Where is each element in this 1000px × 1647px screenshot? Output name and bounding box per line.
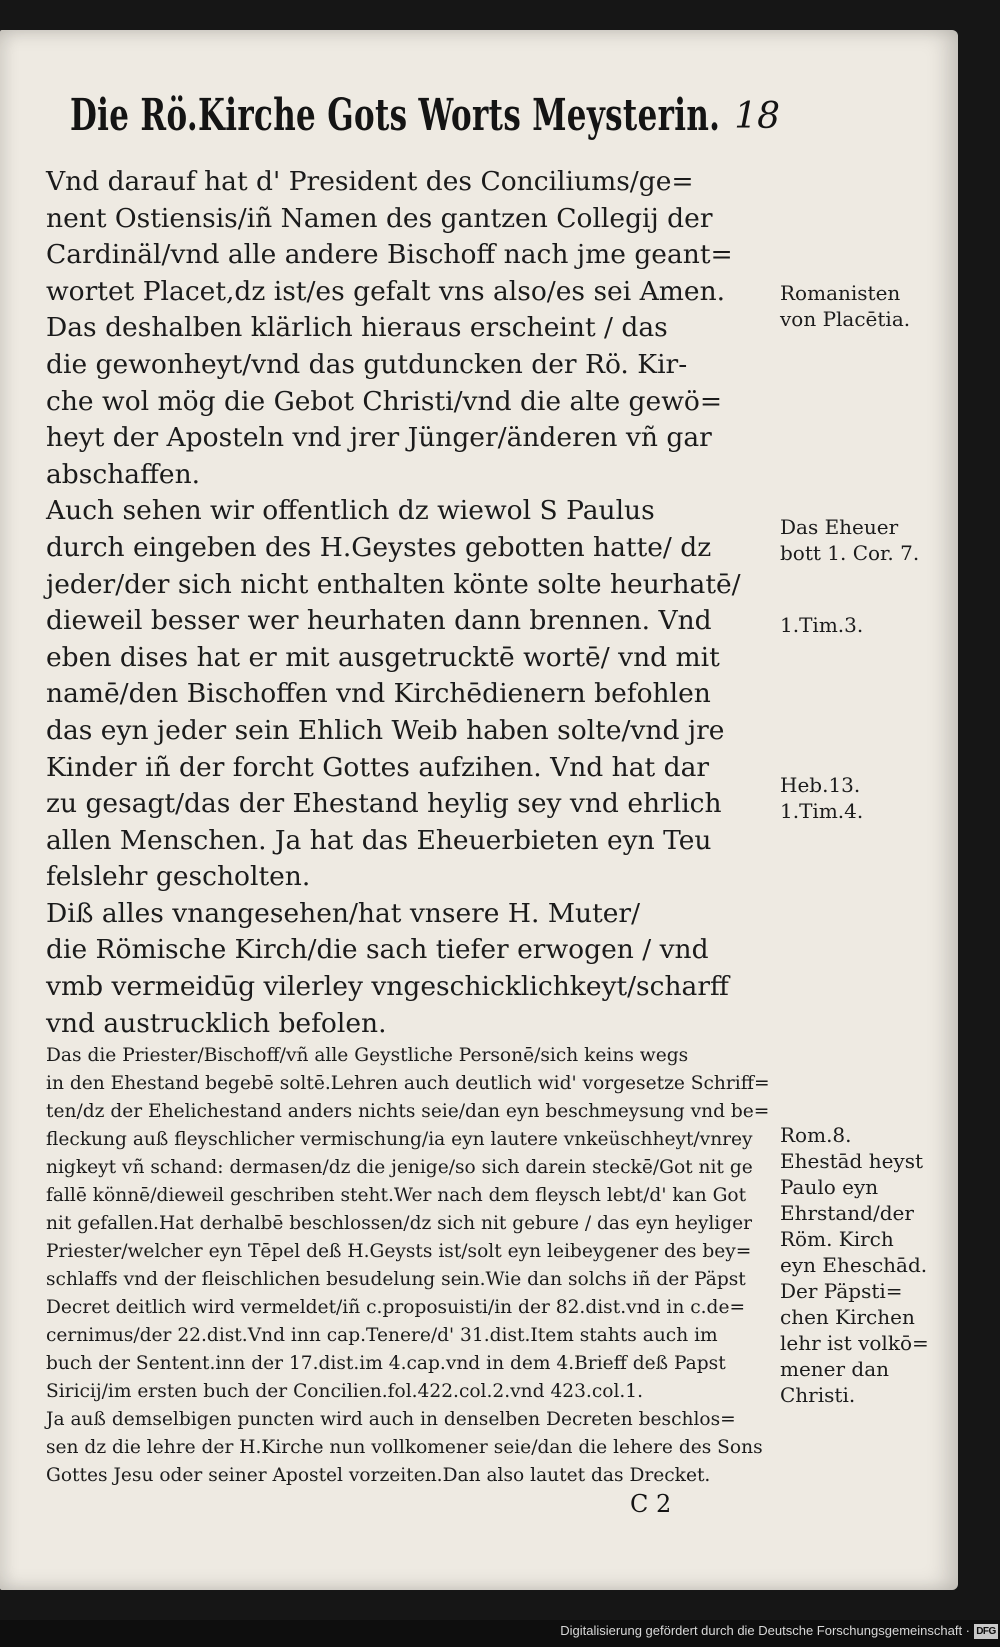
text-line: nent Ostiensis/iñ Namen des gantzen Collegij der bbox=[46, 202, 713, 234]
text-line: Ja auß demselbigen puncten wird auch in denselben Decreten beschlos= bbox=[46, 1409, 736, 1431]
text-line: Diß alles vnangesehen/hat vnsere H. Muter/ bbox=[46, 897, 640, 929]
dfg-logo-icon: DFG bbox=[974, 1624, 998, 1639]
text-line: Priester/welcher eyn Tēpel deß H.Geysts ist/solt eyn leibeygener des bey= bbox=[46, 1241, 752, 1263]
text-line: zu gesagt/das der Ehestand heylig sey vnd ehrlich bbox=[46, 788, 722, 820]
marginal-line: lehr ist volkō= bbox=[780, 1331, 929, 1355]
text-line: vmb vermeidūg vilerley vngeschicklichkeyt/scharff bbox=[46, 971, 729, 1003]
text-line: vnd austrucklich befolen. bbox=[46, 1007, 387, 1039]
book-page bbox=[0, 30, 958, 1590]
text-line: buch der Sentent.inn der 17.dist.im 4.cap.vnd in dem 4.Brieff deß Papst bbox=[46, 1353, 726, 1375]
text-line: fleckung auß fleyschlicher vermischung/ia eyn lautere vnkeüschheyt/vnrey bbox=[46, 1129, 753, 1151]
marginal-line: Der Päpsti= bbox=[780, 1279, 903, 1303]
paragraph-6-small bbox=[46, 1406, 772, 1490]
text-line: fallē könnē/dieweil geschriben steht.Wer nach dem fleysch lebt/d' kan Got bbox=[46, 1185, 747, 1207]
paragraph-4 bbox=[46, 896, 772, 1042]
text-line: Das die Priester/Bischoff/vñ alle Geystliche Personē/sich keins wegs bbox=[46, 1045, 689, 1067]
text-line: nit gefallen.Hat derhalbē beschlossen/dz sich nit gebure / das eyn heyliger bbox=[46, 1213, 753, 1235]
text-line: das eyn jeder sein Ehlich Weib haben solte/vnd jre bbox=[46, 714, 725, 746]
text-line: die Römische Kirch/die sach tiefer erwogen / vnd bbox=[46, 934, 709, 966]
text-line: abschaffen. bbox=[46, 458, 201, 490]
signature-mark: C 2 bbox=[630, 1490, 672, 1518]
marginal-note-romanisten bbox=[780, 280, 940, 332]
text-line: Das deshalben klärlich hieraus erscheint / das bbox=[46, 312, 668, 344]
text-line: sen dz die lehre der H.Kirche nun vollkomener seie/dan die lehere des Sons bbox=[46, 1437, 763, 1459]
text-line: ten/dz der Ehelichestand anders nichts seie/dan eyn beschmeysung vnd be= bbox=[46, 1101, 770, 1123]
marginal-note-heb13 bbox=[780, 772, 940, 824]
marginal-line: Heb.13. bbox=[780, 773, 861, 797]
text-line: Decret deitlich wird vermeldet/iñ c.proposuisti/in der 82.dist.vnd in c.de= bbox=[46, 1297, 746, 1319]
text-line: Gottes Jesu oder seiner Apostel vorzeiten.Dan also lautet das Drecket. bbox=[46, 1465, 711, 1487]
paragraph-2 bbox=[46, 310, 772, 493]
marginal-line: bott 1. Cor. 7. bbox=[780, 541, 920, 565]
text-line: eben dises hat er mit ausgetrucktē wortē/ vnd mit bbox=[46, 641, 720, 673]
text-line: jeder/der sich nicht enthalten könte solte heurhatē/ bbox=[46, 568, 741, 600]
marginal-line: mener dan bbox=[780, 1357, 890, 1381]
text-line: heyt der Aposteln vnd jrer Jünger/änderen vñ gar bbox=[46, 422, 712, 454]
footer-bar bbox=[0, 1620, 1000, 1647]
text-line: schlaffs vnd der fleischlichen besudelung sein.Wie dan solchs iñ der Päpst bbox=[46, 1269, 746, 1291]
marginal-line: Röm. Kirch bbox=[780, 1227, 894, 1251]
marginal-line: Christi. bbox=[780, 1383, 856, 1407]
text-line: Vnd darauf hat d' President des Conciliums/ge= bbox=[46, 166, 694, 197]
text-line: Siricij/im ersten buch der Concilien.fol.422.col.2.vnd 423.col.1. bbox=[46, 1381, 644, 1403]
text-line: Auch sehen wir offentlich dz wiewol S Paulus bbox=[46, 495, 655, 527]
page-header bbox=[70, 90, 780, 170]
text-line: Kinder iñ der forcht Gottes aufzihen. Vnd hat dar bbox=[46, 751, 710, 783]
text-line: Cardinäl/vnd alle andere Bischoff nach jme geant= bbox=[46, 239, 733, 271]
folio-number: 18 bbox=[734, 96, 780, 137]
marginal-note-rom8 bbox=[780, 1122, 940, 1408]
marginal-line: eyn Eheschād. bbox=[780, 1253, 928, 1277]
marginal-line: Ehestād heyst bbox=[780, 1149, 924, 1173]
marginal-line: 1.Tim.4. bbox=[780, 799, 864, 823]
paragraph-5-small bbox=[46, 1042, 772, 1406]
marginal-line: Paulo eyn bbox=[780, 1175, 879, 1199]
digitization-note: Digitalisierung gefördert durch die Deutsche Forschungsgemeinschaft · bbox=[560, 1623, 970, 1638]
text-line: felslehr gescholten. bbox=[46, 861, 311, 893]
text-line: cernimus/der 22.dist.Vnd inn cap.Tenere/d' 31.dist.Item stahts auch im bbox=[46, 1325, 718, 1347]
running-title: Die Rö.Kirche Gots Worts Meysterin. bbox=[70, 90, 721, 141]
marginal-line: Das Eheuer bbox=[780, 515, 899, 539]
marginal-line: von Placētia. bbox=[780, 307, 911, 331]
text-line: in den Ehestand begebē soltē.Lehren auch deutlich wid' vorgesetze Schriff= bbox=[46, 1073, 770, 1095]
text-line: die gewonheyt/vnd das gutduncken der Rö. Kir- bbox=[46, 348, 688, 380]
marginal-line: chen Kirchen bbox=[780, 1305, 915, 1329]
marginal-line: Ehrstand/der bbox=[780, 1201, 914, 1225]
main-text-block bbox=[46, 164, 772, 1490]
text-line: wortet Placet,dz ist/es gefalt vns also/es sei Amen. bbox=[46, 275, 726, 307]
text-line: che wol mög die Gebot Christi/vnd die alte gewö= bbox=[46, 385, 723, 417]
marginal-line: Rom.8. bbox=[780, 1123, 852, 1147]
text-line: durch eingeben des H.Geystes gebotten hatte/ dz bbox=[46, 531, 712, 563]
text-line: nigkeyt vñ schand: dermasen/dz die jenige/so sich darein steckē/Got nit ge bbox=[46, 1157, 753, 1179]
marginal-line: 1.Tim.3. bbox=[780, 613, 864, 637]
paragraph-1 bbox=[46, 164, 772, 310]
text-line: dieweil besser wer heurhaten dann brennen. Vnd bbox=[46, 605, 712, 637]
text-line: allen Menschen. Ja hat das Eheuerbieten eyn Teu bbox=[46, 824, 712, 856]
marginal-note-eheverbot bbox=[780, 514, 940, 566]
marginal-note-tim3 bbox=[780, 612, 940, 638]
paragraph-3 bbox=[46, 493, 772, 896]
text-line: namē/den Bischoffen vnd Kirchēdienern befohlen bbox=[46, 678, 711, 710]
marginal-line: Romanisten bbox=[780, 281, 901, 305]
